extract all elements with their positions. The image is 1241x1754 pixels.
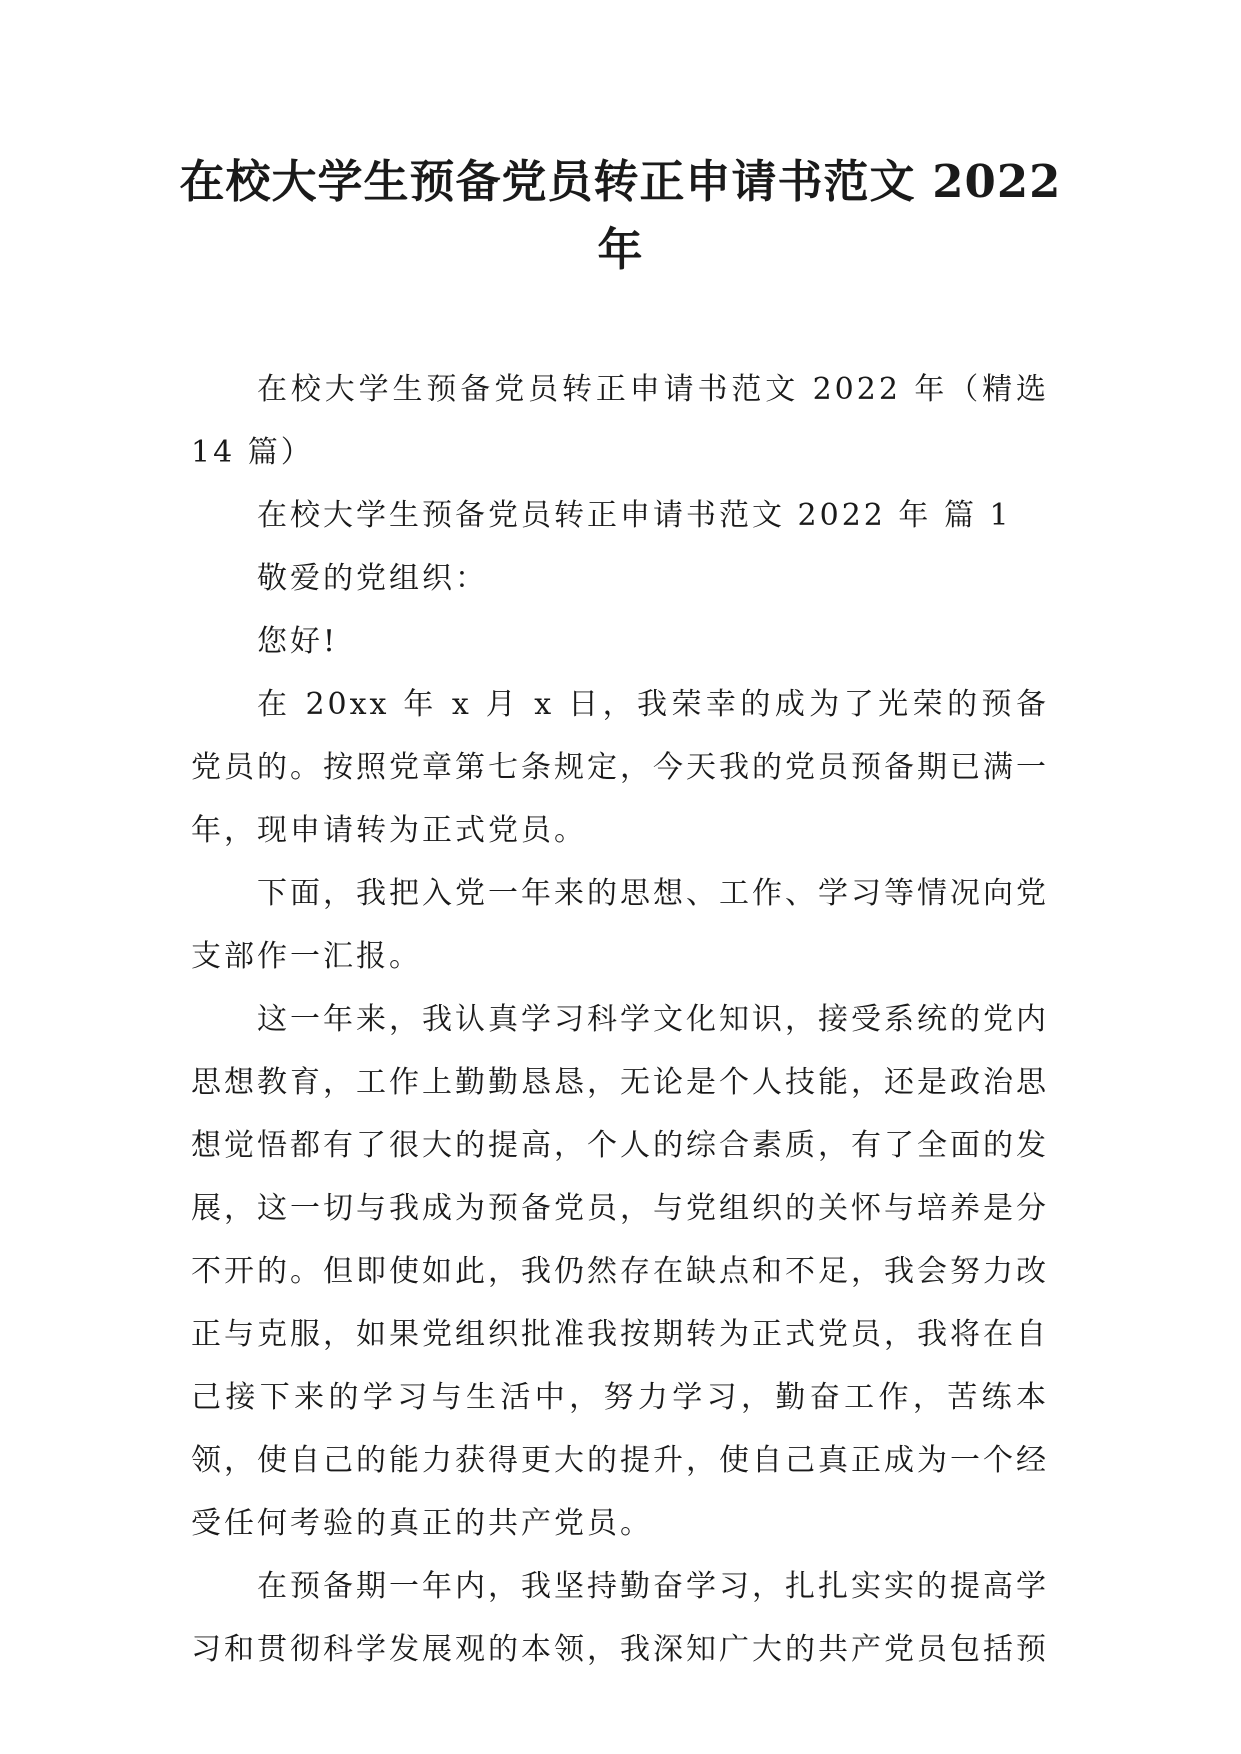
title-line-1: 在校大学生预备党员转正申请书范文 2022 bbox=[179, 155, 1062, 208]
body-paragraph: 在预备期一年内，我坚持勤奋学习，扎扎实实的提高学习和贯彻科学发展观的本领，我深知广大的共产党员包括预 bbox=[191, 1569, 1049, 1667]
document-body bbox=[191, 358, 1049, 1681]
body-paragraph: 下面，我把入党一年来的思想、工作、学习等情况向党支部作一汇报。 bbox=[191, 876, 1049, 974]
subtitle-paragraph: 在校大学生预备党员转正申请书范文 2022 年（精选 14 篇） bbox=[191, 372, 1049, 470]
document-title bbox=[150, 148, 1091, 284]
section-heading: 在校大学生预备党员转正申请书范文 2022 年 篇 1 bbox=[257, 498, 1012, 533]
salutation: 敬爱的党组织： bbox=[257, 561, 488, 596]
body-paragraph: 这一年来，我认真学习科学文化知识，接受系统的党内思想教育，工作上勤勤恳恳，无论是个人技能，还是政治思想觉悟都有了很大的提高，个人的综合素质，有了全面的发展，这一切与我成为预备党员，与党组织的关怀与培养是分不开的。但即使如此，我仍然存在缺点和不足，我会努力改正与克服，如果党组织批准我按期转为正式党员，我将在自己接下来的学习与生活中，努力学习，勤奋工作，苦练本领，使自己的能力获得更大的提升，使自己真正成为一个经受任何考验的真正的共产党员。 bbox=[191, 1002, 1049, 1541]
body-paragraph: 在 20xx 年 x 月 x 日，我荣幸的成为了光荣的预备党员的。按照党章第七条规定，今天我的党员预备期已满一年，现申请转为正式党员。 bbox=[191, 687, 1049, 848]
greeting: 您好! bbox=[257, 624, 339, 659]
title-line-2: 年 bbox=[597, 223, 644, 276]
